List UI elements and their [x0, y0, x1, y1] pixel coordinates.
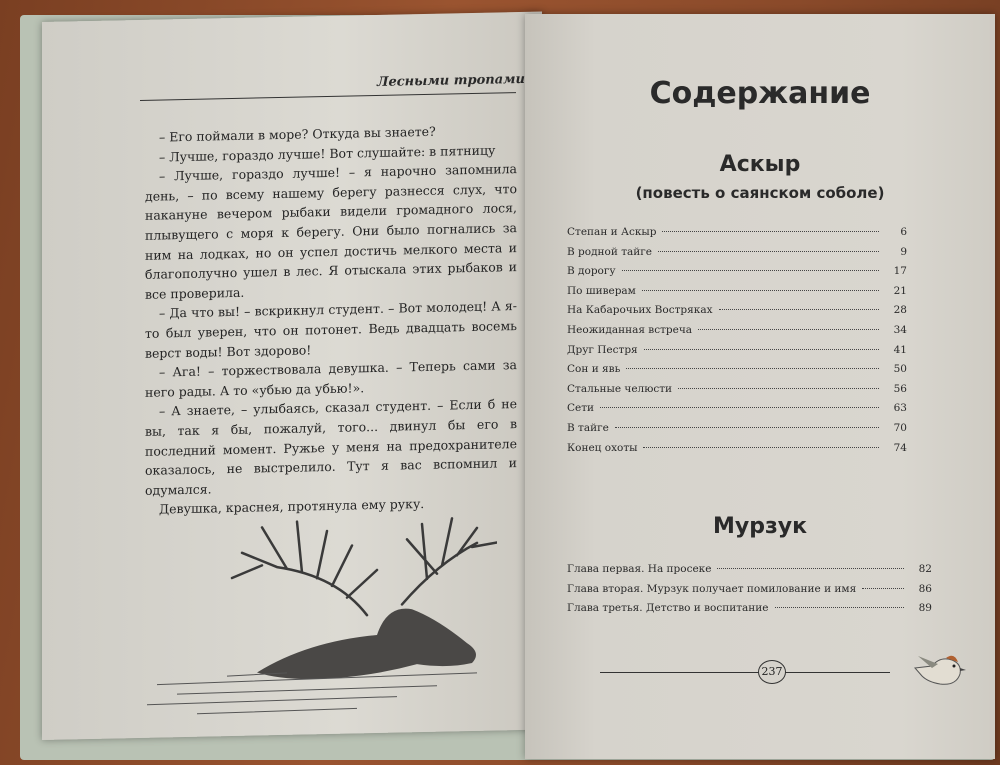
toc-entry: [567, 363, 907, 383]
leader-dots: [662, 231, 879, 232]
contents-title: Содержание: [649, 76, 871, 111]
toc-list: [567, 226, 907, 461]
toc-entry-page: 41: [893, 343, 907, 356]
leader-dots: [862, 588, 904, 589]
leader-dots: [644, 349, 879, 350]
header-rule: [140, 92, 516, 101]
leader-dots: [775, 607, 904, 608]
paragraph: – Лучше, гораздо лучше! – я нарочно запомнила день, – по всему нашему берегу разнесся слух, что накануне вечером рыбаки видели громадного лося, плывущего с моря к берегу. Они было погнались за ним на лодках, но он успел достичь мелкого места и благополучно ушел в лес. Я отыскала этих рыбаков и все проверила.: [145, 161, 517, 302]
right-page: [525, 14, 995, 759]
paragraph: – А знаете, – улыбаясь, сказал студент. – Если б не вы, так я бы, пожалуй, того... двинул бы его в последний момент. Ружье у меня на предохранителе оказалось, не выстрелило. Тут я вас вспомнил и одумался.: [145, 396, 517, 498]
page-number: 237: [758, 660, 786, 684]
toc-entry-title: На Кабарочьих Востряках: [567, 304, 713, 317]
toc-entry-title: Друг Пестря: [567, 343, 638, 356]
leader-dots: [698, 329, 879, 330]
toc-entry-title: Неожиданная встреча: [567, 323, 693, 336]
toc-entry-page: 50: [893, 363, 907, 376]
leader-dots: [600, 407, 879, 408]
paragraph: – Ага! – торжествовала девушка. – Теперь сами за него рады. А то «убью да убью!».: [145, 357, 517, 400]
footer-rule: [600, 672, 890, 673]
toc-entry-title: Степан и Аскыр: [567, 226, 657, 238]
toc-entry-title: Стальные челюсти: [567, 382, 673, 395]
toc-entry-title: По шиверам: [567, 284, 636, 297]
paragraph: Девушка, краснея, протянула ему руку.: [159, 496, 425, 517]
toc-entry-page: 86: [918, 582, 932, 595]
running-head: Лесными тропами: [377, 71, 525, 90]
section-title: Мурзук: [712, 514, 808, 539]
toc-entry-page: 63: [893, 402, 907, 415]
leader-dots: [626, 368, 879, 369]
toc-entry-page: 28: [893, 304, 907, 317]
toc-entry-page: 70: [893, 421, 907, 434]
toc-entry-page: 56: [893, 382, 907, 395]
toc-entry: [567, 563, 932, 583]
toc-entry: [567, 265, 907, 285]
toc-entry-title: Глава первая. На просеке: [567, 563, 712, 575]
toc-entry: [567, 442, 907, 462]
paragraph: – Да что вы! – вскрикнул студент. – Вот молодец! А я-то был уверен, что он потонет. Ведь двадцать восемь верст воды! Вот здорово!: [145, 298, 517, 361]
toc-entry-page: 21: [893, 284, 907, 297]
toc-entry-page: 89: [918, 602, 932, 615]
section-subtitle: (повесть о саянском соболе): [635, 184, 885, 202]
moose-illustration: [137, 502, 497, 720]
paragraph: – Его поймали в море? Откуда вы знаете?: [159, 123, 436, 145]
toc-entry: [567, 246, 907, 266]
paragraph: – Лучше, гораздо лучше! Вот слушайте: в пятницу: [159, 142, 496, 165]
toc-entry-title: Глава вторая. Мурзук получает помилование и имя: [567, 582, 857, 595]
leader-dots: [642, 290, 879, 291]
toc-entry: [567, 422, 907, 442]
toc-entry-page: 34: [893, 323, 907, 336]
leader-dots: [643, 447, 879, 448]
leader-dots: [658, 251, 879, 252]
toc-entry-page: 6: [900, 226, 907, 238]
toc-entry-page: 17: [893, 265, 907, 278]
toc-entry: [567, 324, 907, 344]
toc-entry: [567, 383, 907, 403]
bird-illustration: [910, 646, 970, 696]
toc-list: [567, 563, 932, 622]
toc-entry-page: 74: [893, 441, 907, 454]
toc-entry-title: Сети: [567, 402, 595, 415]
toc-entry-title: В тайге: [567, 421, 609, 434]
leader-dots: [678, 388, 879, 389]
story-text: [145, 120, 517, 520]
toc-entry: [567, 304, 907, 324]
leader-dots: [622, 270, 879, 271]
leader-dots: [615, 427, 879, 428]
left-page: [42, 12, 542, 740]
toc-entry-title: Сон и явь: [567, 363, 621, 376]
section-title: Аскыр: [719, 152, 801, 177]
toc-entry-title: Конец охоты: [567, 441, 638, 454]
leader-dots: [717, 568, 904, 569]
toc-entry-title: В дорогу: [567, 265, 616, 278]
toc-entry: [567, 402, 907, 422]
toc-entry-title: Глава третья. Детство и воспитание: [567, 602, 769, 615]
leader-dots: [719, 309, 880, 310]
toc-entry: [567, 602, 932, 622]
toc-entry-page: 82: [918, 563, 932, 575]
toc-entry-page: 9: [900, 245, 907, 258]
toc-entry: [567, 583, 932, 603]
toc-entry: [567, 226, 907, 246]
toc-entry: [567, 285, 907, 305]
toc-entry-title: В родной тайге: [567, 245, 652, 258]
toc-entry: [567, 344, 907, 364]
